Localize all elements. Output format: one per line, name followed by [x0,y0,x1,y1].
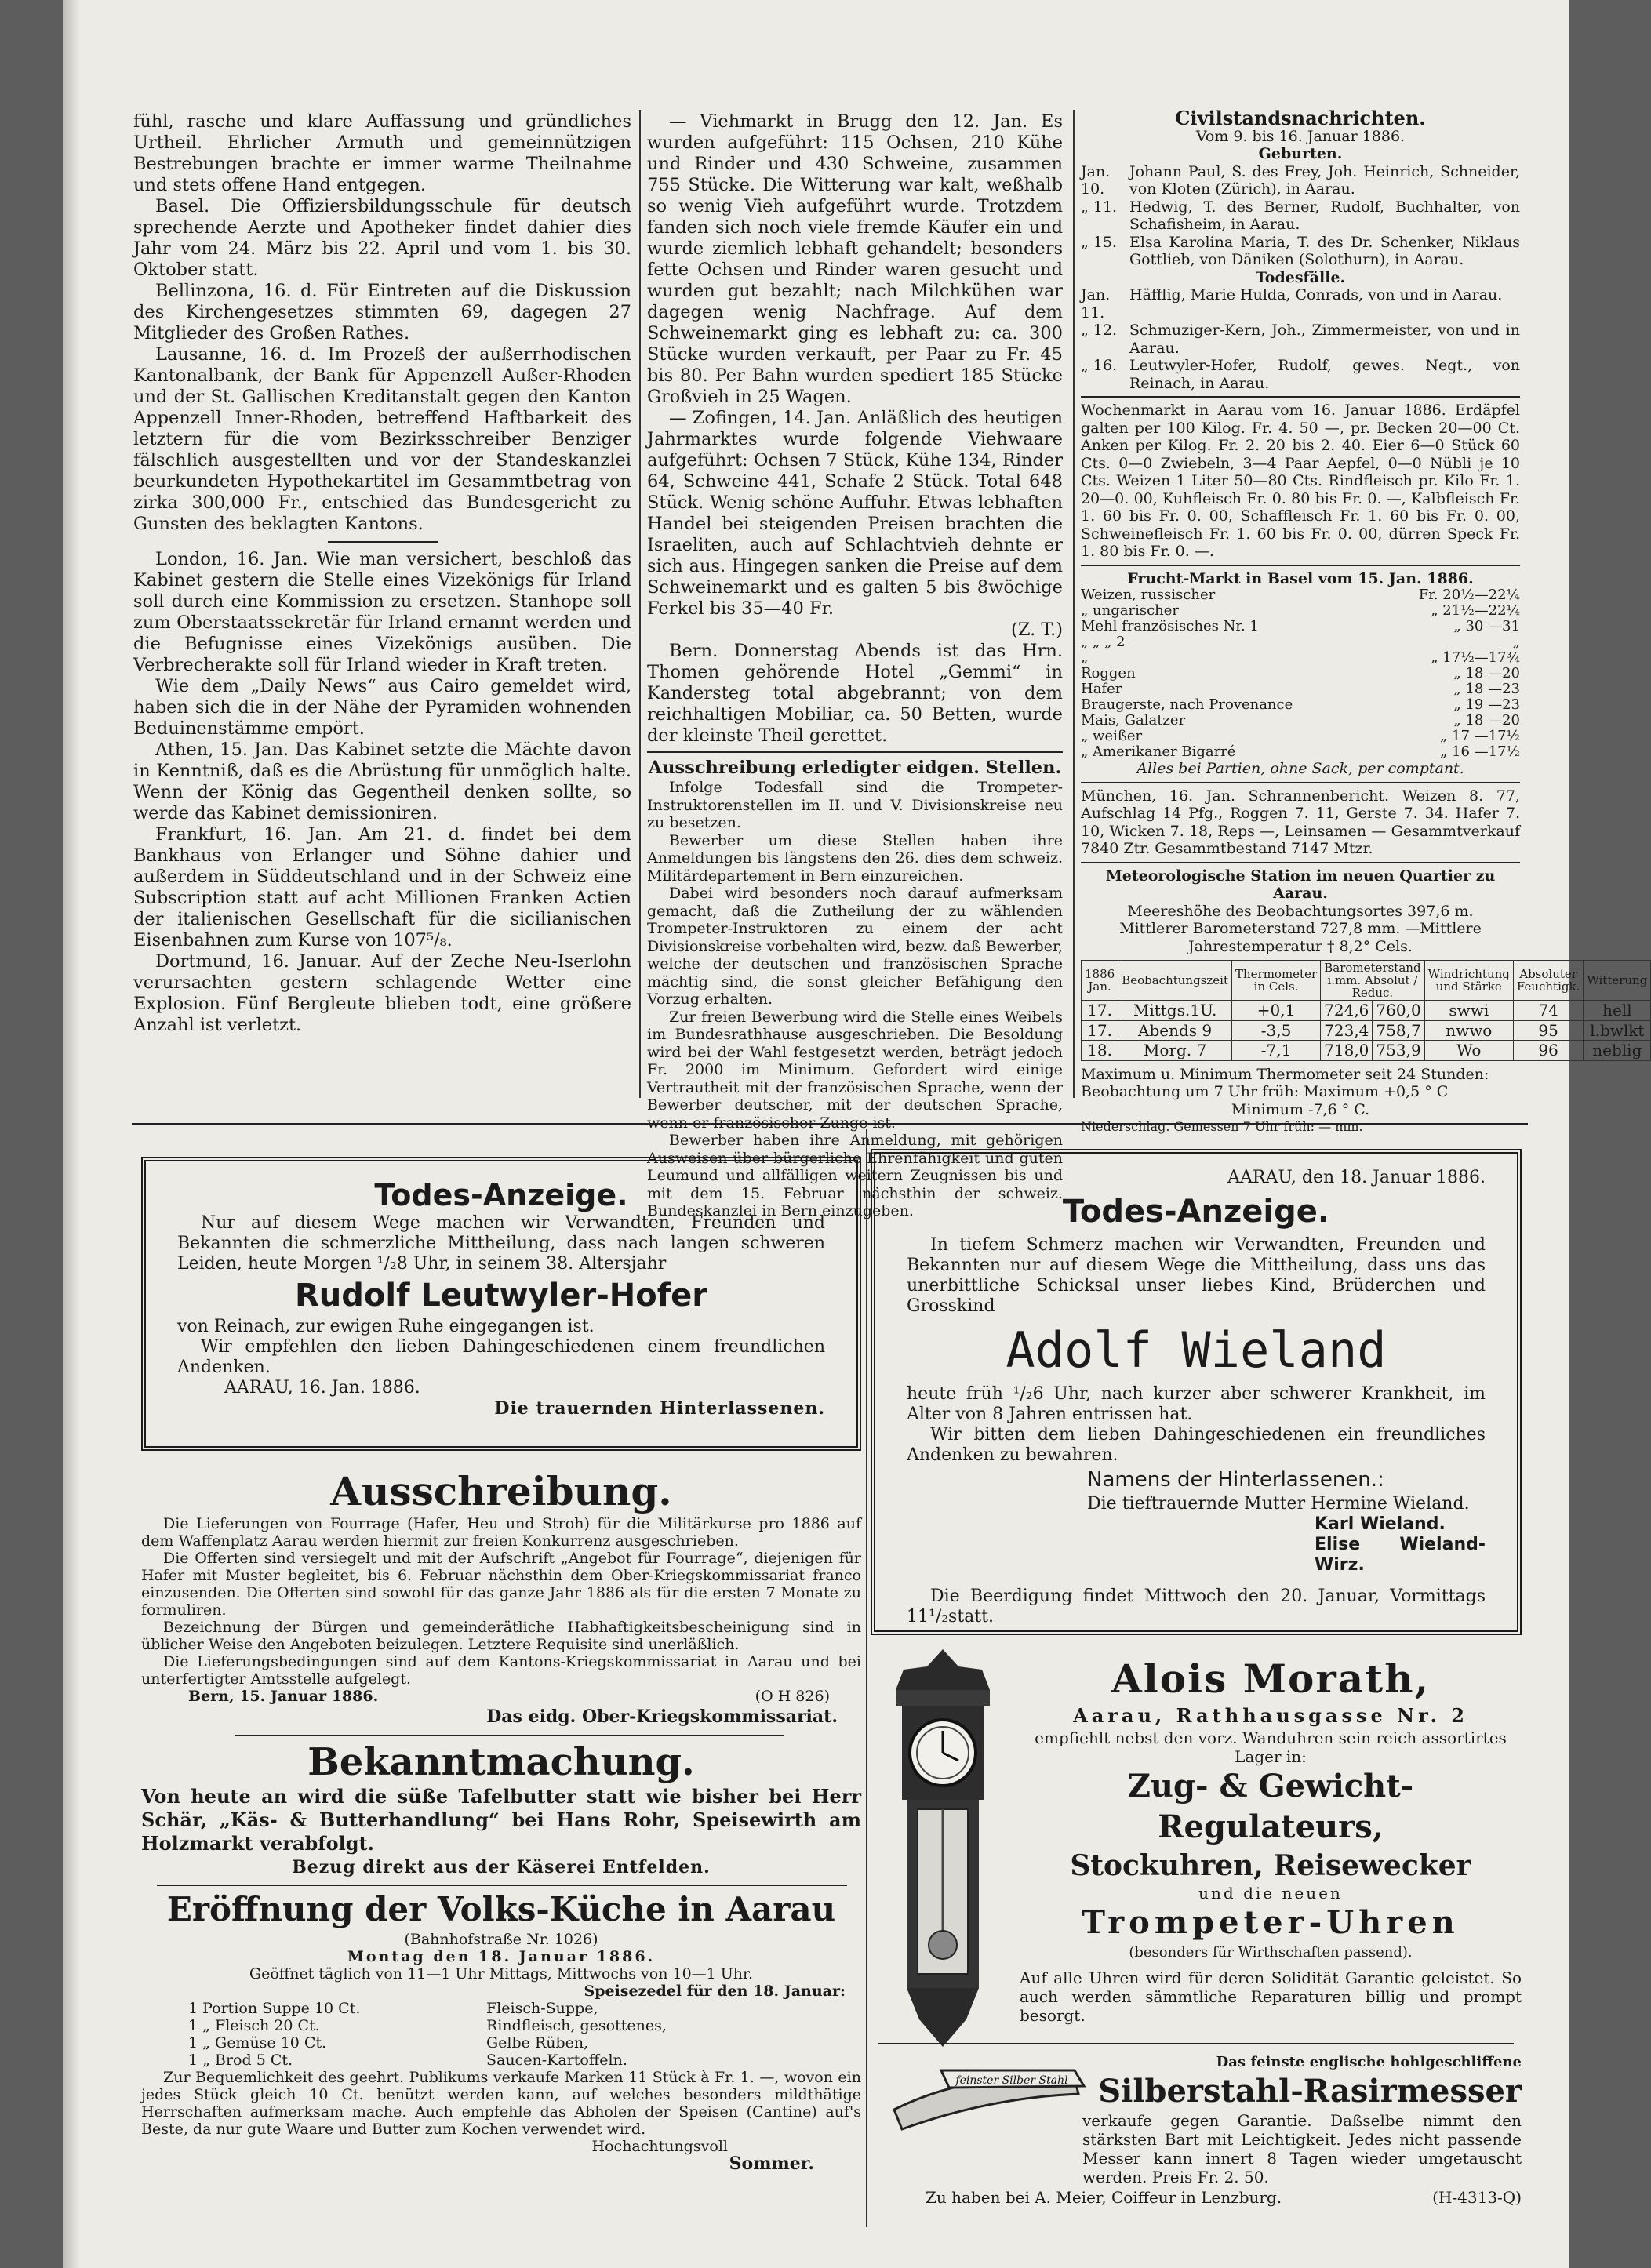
stellen-paragraph: Bewerber um diese Stellen haben ihre Anmeldungen bis längstens den 26. dies dem schweiz. Militärdepartement in Bern einzureichen. [647,831,1063,885]
meteo-table [1081,960,1651,1061]
ad-rasirmesser-footer [878,2188,1522,2207]
table-cell: 74 [1513,1001,1583,1021]
ad-date-row [141,1688,861,1705]
source-note: (Z. T.) [1011,620,1063,640]
entry-text: Häfflig, Marie Hulda, Conrads, von und in Aarau. [1129,286,1503,303]
table-cell: Morg. 7 [1118,1041,1232,1061]
table-row [1081,713,1520,729]
ad-reference: (O H 826) [755,1688,830,1705]
list-item [1081,322,1520,357]
table-row [1081,587,1520,603]
signature-line: Die tieftrauernde Mutter Hermine Wieland. [1087,1494,1470,1514]
menu-dish: Fleisch-Suppe, [486,2000,598,2017]
clock-illustration [872,1643,1013,2051]
news-column-1 [133,111,631,1036]
table-header: Witterung [1584,961,1651,1001]
blade-label: feinster Silber Stahl [955,2074,1068,2087]
notice-title: Todes-Anzeige. [1062,1194,1330,1230]
births-heading: Geburten. [1258,145,1343,162]
list-item [1081,163,1520,198]
sign-heading: Namens der Hinterlassenen.: [1087,1468,1384,1492]
menu-item: 1 „ Fleisch 20 Ct. [188,2017,320,2034]
divider [1081,862,1520,863]
deaths-heading: Todesfälle. [1255,268,1346,286]
ad-paragraph: Bezeichnung der Bürgen und gemeinderätliche Habhaftigkeitsbescheinigung sind in üblicher Weise den Angeboten beizulegen. Letztere Requisite sind unerläßlich. [141,1619,861,1653]
table-cell: 17. [1082,1020,1118,1041]
ad-footer: Bezug direkt aus der Käserei Entfelden. [292,1857,711,1877]
list-item [1081,286,1520,322]
frucht-price: „ 18 —23 [1453,681,1520,697]
signature-line: Elise Wieland-Wirz. [1315,1535,1486,1575]
news-paragraph: Basel. Die Offiziersbildungsschule für deutsch sprechende Aerzte und Apotheker findet dahier dies Jahr vom 24. März bis 22. April und vom 1. bis 30. Oktober statt. [133,196,631,280]
divider [328,541,438,543]
ad-sign: Hochachtungsvoll [591,2138,728,2155]
ad-volkskueche [141,1888,861,2172]
ad-title: Bekanntmachung. [307,1740,695,1784]
ad-line: (besonders für Wirthschaften passend). [1129,1944,1413,1961]
table-cell: 18. [1082,1041,1118,1061]
frucht-item: Mais, Galatzer [1081,712,1186,729]
news-paragraph: Athen, 15. Jan. Das Kabinet setzte die Mächte davon in Kenntniß, daß es die Abrüstung für unmöglich halte. Wenn der König das Gegentheil denken sollte, so werde das Kabinet demissioniren. [133,740,631,823]
ad-paragraph: Die Lieferungen von Fourrage (Hafer, Heu und Stroh) für die Militärkurse pro 1886 auf dem Waffenplatz Aarau werden hiermit zur freien Konkurrenz ausgeschrieben. [141,1515,861,1550]
ad-header: Das feinste englische hohlgeschliffene [1216,2054,1522,2070]
page-spine [63,0,80,2268]
table-row [1081,729,1520,744]
table-row [1081,634,1520,650]
ad-divider [235,1735,784,1736]
divider [1081,396,1520,398]
ad-product: Zug- & Gewicht-Regulateurs, [1127,1768,1414,1845]
menu-dish: Rindfleisch, gesottenes, [486,2017,667,2034]
menu-dish: Saucen-Kartoffeln. [486,2052,627,2069]
table-cell: hell [1584,1001,1651,1021]
newspaper-page [63,0,1648,2268]
section-divider [132,1123,1528,1125]
table-row [1081,744,1520,760]
notice-text: Wir bitten dem lieben Dahingeschiedenen ein freundliches Andenken zu bewahren. [907,1425,1486,1465]
notice-date: AARAU, 16. Jan. 1886. [224,1378,420,1398]
notice-text: heute früh ¹/₂6 Uhr, nach kurzer aber schwerer Krankheit, im Alter von 8 Jahren entrissen hat. [907,1384,1486,1424]
table-row [1081,666,1520,681]
ad-address: (Bahnhofstraße Nr. 1026) [404,1931,598,1948]
entry-text: Johann Paul, S. des Frey, Joh. Heinrich, Schneider, von Kloten (Zürich), in Aarau. [1129,162,1520,198]
column-divider [866,1129,867,2227]
ad-paragraph: Die Lieferungsbedingungen sind auf dem Kantons-Kriegskommissariat in Aarau und bei unterfertigter Amtsstelle aufgelegt. [141,1653,861,1688]
frucht-item: Hafer [1081,681,1122,697]
frucht-item: „ weißer [1081,728,1143,744]
table-header: 1886 Jan. [1082,961,1118,1001]
news-paragraph: Bern. Donnerstag Abends ist das Hrn. Thomen gehörende Hotel „Gemmi“ in Kandersteg total abgebrannt; von dem reichhaltigen Mobiliar, ca. 50 Betten, wurde der kleinste Theil gerettet. [647,641,1063,746]
ad-text: Von heute an wird die süße Tafelbutter statt wie bisher bei Herr Schär, „Käs- & Butterhandlung“ bei Hans Rohr, Speisewirth am Holzmarkt verabfolgt. [141,1785,861,1855]
news-paragraph: fühl, rasche und klare Auffassung und gründliches Urtheil. Ehrlicher Armuth und gemeinnützigen Bestrebungen brachte er immer warme Theilnahme und stets offene Hand entgegen. [133,111,631,195]
notice-sign: Die trauernden Hinterlassenen. [494,1398,825,1419]
ad-text: verkaufe gegen Garantie. Daßselbe nimmt den stärksten Bart mit Leichtigkeit. Jedes nicht passende Messer kann innert 8 Tagen wieder umgetauscht werden. Preis Fr. 2. 50. [1082,2111,1522,2186]
ad-date: Bern, 15. Januar 1886. [188,1688,379,1705]
death-notice-leutwyler [141,1157,861,1451]
entry-date: „ 11. [1081,198,1118,216]
table-cell: Abends 9 [1118,1020,1232,1041]
table-header: Windrichtung und Stärke [1424,961,1513,1001]
entry-date: Jan. 10. [1081,162,1111,198]
table-row [1082,1020,1651,1041]
frucht-item: „ ungarischer [1081,602,1180,619]
ad-product: Stockuhren, Reisewecker [1070,1849,1471,1882]
notice-title: Todes-Anzeige. [374,1178,628,1212]
frucht-price: „ 18 —20 [1453,665,1520,681]
ad-sign: Das eidg. Ober-Kriegskommissariat. [486,1706,838,1727]
news-paragraph: — Zofingen, 14. Jan. Anläßlich des heutigen Jahrmarktes wurde folgende Viehwaare aufgeführt: Ochsen 7 Stück, Kühe 134, Rinder 64, Schweine 441, Schafe 2 Stück. Total 648 Stück. Wenig schöne Auffuhr. Etwas lebhaften Handel bei steigenden Preisen brachten die Israeliten, auch auf Schlachtvieh dehnte er sich aus. Hingegen sanken die Preise auf dem Schweinemarkt und es galten 5 bis 8wöchige Ferkel bis 35—40 Fr. [647,408,1063,619]
stellen-paragraph: Bewerber haben ihre Anmeldung, mit gehörigen Ausweisen über bürgerliche Ehrenfähigkeit und guten Leumund und allfälligen weitern Zeugnissen bis und mit dem 15. Februar nächsthin der schweiz. Bundeskanzlei in Bern einzugeben. [647,1132,1063,1219]
frucht-price: „ 17½—17¾ [1431,649,1520,666]
notice-text: Wir empfehlen den lieben Dahingeschiedenen einem freundlichen Andenken. [177,1337,825,1377]
menu-item: 1 Portion Suppe 10 Ct. [188,2000,361,2017]
table-cell: +0,1 [1231,1001,1320,1021]
frucht-item: „ „ „ 2 [1081,634,1126,650]
list-item [1081,357,1520,392]
frucht-price: „ [1512,634,1520,650]
deceased-name: Adolf Wieland [1006,1321,1387,1379]
divider [1081,782,1520,783]
menu-dish: Gelbe Rüben, [486,2034,589,2052]
column-divider [1073,110,1075,1098]
entry-text: Elsa Karolina Maria, T. des Dr. Schenker, Niklaus Gottlieb, von Däniken (Solothurn), in Aarau. [1129,233,1520,268]
table-row [1082,1001,1651,1021]
ad-ausschreibung [141,1468,861,1728]
menu [141,2000,861,2069]
ad-title: Silberstahl-Rasirmesser [1098,2073,1522,2110]
news-paragraph: Dortmund, 16. Januar. Auf der Zeche Neu-Iserlohn verursachten gestern schlagende Wetter eine Explosion. Fünf Bergleute blieben todt, eine größere Anzahl ist verletzt. [133,951,631,1035]
table-cell: Mittgs.1U. [1118,1001,1232,1021]
entry-date: „ 12. [1081,322,1118,339]
births-list [1081,163,1520,269]
deaths-list [1081,286,1520,392]
table-cell: l.bwlkt [1584,1020,1651,1041]
civil-title: Civilstandsnachrichten. [1175,107,1426,129]
table-cell: 758,7 [1373,1020,1424,1041]
menu-item: 1 „ Gemüse 10 Ct. [188,2034,327,2052]
news-paragraph: London, 16. Jan. Wie man versichert, beschloß das Kabinet gestern die Stelle eines Vizekönigs für Irland soll durch eine Kommission zu ersetzen. Stanhope soll zum Oberstaatssekretär für Irland ernannt werden und die Befugnisse eines Vizekönigs ausüben. Die Verbrecherakte soll für Irland wieder in Kraft treten. [133,549,631,675]
table-row [1081,697,1520,713]
entry-text: Leutwyler-Hofer, Rudolf, gewes. Negt., von Reinach, in Aarau. [1129,357,1520,392]
ad-divider [878,2043,1514,2044]
deceased-name: Rudolf Leutwyler-Hofer [294,1278,708,1314]
frucht-price: „ 16 —17½ [1439,743,1520,760]
frucht-title: Frucht-Markt in Basel vom 15. Jan. 1886. [1127,569,1474,587]
funeral-note: Die Beerdigung findet Mittwoch den 20. Januar, Vormittags 11¹/₂statt. [907,1587,1486,1626]
ad-address: Aarau, Rathhausgasse Nr. 2 [1073,1704,1468,1727]
death-notice-wieland [871,1149,1522,1635]
meteo-footer: Minimum -7,6 ° C. [1231,1100,1370,1118]
meteo-line: Mittlerer Barometerstand 727,8 mm. —Mittlere Jahrestemperatur † 8,2° Cels. [1119,920,1482,955]
stellen-paragraph: Zur freien Bewerbung wird die Stelle eines Weibels im Bundesrathhause ausgeschrieben. Die Besoldung wird bei der Wahl festgesetzt werden, beträgt jedoch Fr. 2000 im Minimum. Gefordert wird einige Vertrautheit mit der französischen Sprache, wenn der Bewerber deutscher, mit der deutschen Sprache, wenn er französischer Zunge ist. [647,1008,1063,1132]
meteo-footer: Beobachtung um 7 Uhr früh: Maximum +0,5 ° C [1081,1083,1449,1100]
news-paragraph: Lausanne, 16. d. Im Prozeß der außerrhodischen Kantonalbank, der Bank für Appenzell Außer-Rhoden und der St. Gallischen Kreditanstalt gegen den Kanton Appenzell Inner-Rhoden, betreffend Haftbarkeit des letztern für die vom Bezirksschreiber Benziger fälschlich ausgestellten und vor der Standeskanzlei beurkundeten Hypothekartitel im Gesammtbetrag von zirka 300,000 Fr., entschied das Bundesgericht zu Gunsten des beklagten Kantons. [133,344,631,534]
table-cell: neblig [1584,1041,1651,1061]
frucht-item: Mehl französisches Nr. 1 [1081,618,1259,634]
table-header: Beobachtungszeit [1118,961,1232,1001]
table-cell: swwi [1424,1001,1513,1021]
table-cell: 95 [1513,1020,1583,1041]
entry-date: Jan. 11. [1081,286,1111,322]
ad-text: Auf alle Uhren wird für deren Solidität Garantie geleistet. So auch werden sämmtliche Reparaturen billig und prompt besorgt. [1020,1968,1522,2025]
news-paragraph: Wie dem „Daily News“ aus Cairo gemeldet wird, haben sich die in der Nähe der Pyramiden wohnenden Beduinenstämme empört. [133,676,631,739]
razor-icon [878,2055,1090,2141]
ad-date: Montag den 18. Januar 1886. [347,1948,656,1965]
table-row [1081,619,1520,634]
frucht-price: „ 17 —17½ [1439,728,1520,744]
news-paragraph: — Viehmarkt in Brugg den 12. Jan. Es wurden aufgeführt: 115 Ochsen, 210 Kühe und Rinder und 430 Schweine, zusammen 755 Stücke. Die Witterung war kalt, weßhalb so wenig Vieh aufgeführt wurde. Trotzdem fanden sich noch viele fremde Käufer ein und wurde ziemlich lebhaft gehandelt; besonders fette Ochsen und Rinder waren gesucht und wurden gut bezahlt; nach Milchkühen war dagegen wenig Nachfrage. Auf dem Schweinemarkt ging es lebhaft zu: ca. 300 Stücke wurden verkauft, per Paar zu Fr. 45 bis 80. Per Bahn wurden spediert 185 Stücke Großvieh in 25 Wagen. [647,111,1063,407]
frucht-item: Braugerste, nach Provenance [1081,696,1293,713]
menu-item: 1 „ Brod 5 Ct. [188,2052,293,2069]
entry-date: „ 15. [1081,233,1118,251]
table-cell: 718,0 [1321,1041,1373,1061]
menu-dishes [486,2000,667,2069]
table-cell: -3,5 [1231,1020,1320,1041]
table-header-row [1082,961,1651,1001]
table-header: Barometerstand i.mm. Absolut / Reduc. [1321,961,1425,1001]
news-column-3 [1081,107,1648,1136]
stellen-paragraph: Dabei wird besonders noch darauf aufmerksam gemacht, daß die Zutheilung der zu wählenden Trompeter-Instruktoren zu einem der acht Divisionskreise vorbehalten wird, bezw. daß Bewerber, welche der deutschen und französischen Sprache mächtig sind, die sonst gleicher Befähigung den Vorzug erhalten. [647,885,1063,1008]
entry-date: „ 16. [1081,357,1118,374]
meteo-title: Meteorologische Station im neuen Quartier zu Aarau. [1105,867,1496,902]
table-header: Absoluter Feuchtigk. [1513,961,1583,1001]
ad-sign: Sommer. [729,2154,814,2174]
notice-text: von Reinach, zur ewigen Ruhe eingegangen ist. [177,1317,595,1336]
table-cell: 724,6 [1321,1001,1373,1021]
table-cell: nwwo [1424,1020,1513,1041]
frucht-item: „ Amerikaner Bigarré [1081,743,1236,760]
frucht-item: „ [1081,649,1089,666]
list-item [1081,234,1520,269]
menu-heading: Speisezedel für den 18. Januar: [584,1983,846,2000]
menu-prices [188,2000,486,2069]
divider [647,751,1063,753]
table-cell: 753,9 [1373,1041,1424,1061]
table-cell: 17. [1082,1001,1118,1021]
table-cell: 760,0 [1373,1001,1424,1021]
wochenmarkt-report: Wochenmarkt in Aarau vom 16. Januar 1886. Erdäpfel galten per 100 Kilog. Fr. 4. 50 —, pr. Becken 20—00 Ct. Anken per Kilog. Fr. 2. 20 bis 2. 40. Eier 6—0 Stück 60 Cts. 0—0 Zwiebeln, 3—4 Paar Aepfel, 0—0 Nübli je 10 Cts. Weizen 1 Liter 50—80 Cts. Rindfleisch pr. Kilo Fr. 1. 20—0. 00, Kuhfleisch Fr. 0. 80 bis Fr. 0. —, Kalbfleisch Fr. 1. 60 bis Fr. 0. 00, Schaffleisch Fr. 1. 60 bis Fr. 0. 00, Schweinefleisch Fr. 1. 60 bis Fr. 0. 00, dürren Speck Fr. 1. 80 bis Fr. 0. —. [1081,402,1520,560]
ad-product: Trompeter-Uhren [1082,1904,1460,1941]
table-cell: Wo [1424,1041,1513,1061]
ad-hours: Geöffnet täglich von 11—1 Uhr Mittags, Mittwochs von 10—1 Uhr. [249,1965,754,1983]
table-row [1081,650,1520,666]
table-cell: 723,4 [1321,1020,1373,1041]
meteo-line: Meereshöhe des Beobachtungsortes 397,6 m. [1127,902,1474,920]
ad-divider [157,1885,847,1886]
ad-title: Eröffnung der Volks-Küche in Aarau [166,1890,836,1928]
stellen-title: Ausschreibung erledigter eidgen. Stellen. [648,758,1062,778]
ad-reference: (H-4313-Q) [1432,2188,1522,2207]
table-cell: -7,1 [1231,1041,1320,1061]
ad-title: Ausschreibung. [330,1468,672,1514]
table-row [1081,681,1520,697]
divider [1081,565,1520,566]
ad-rasirmesser [1082,2053,1522,2186]
table-cell: 96 [1513,1041,1583,1061]
notice-date: AARAU, den 18. Januar 1886. [1227,1168,1486,1187]
frucht-price: „ 18 —20 [1453,712,1520,729]
news-paragraph: Frankfurt, 16. Jan. Am 21. d. findet bei dem Bankhaus von Erlanger und Söhne dahier und außerdem in Süddeutschland und in der Schweiz eine Subscription statt auf acht Millionen Franken Actien der italienischen Gesellschaft für die sicilianischen Eisenbahnen zum Kurse von 107⁵/₈. [133,824,631,950]
frucht-price: „ 21½—22¼ [1431,602,1520,619]
table-row [1081,603,1520,619]
frucht-price: „ 19 —23 [1453,696,1520,713]
ad-bekanntmachung [141,1739,861,1879]
ad-paragraph: Die Offerten sind versiegelt und mit der Aufschrift „Angebot für Fourrage“, diejenigen für Hafer mit Muster begleitet, bis 6. Februar nächsthin dem Ober-Kriegskommissariat franco einzusenden. Die Offerten sind sowohl für das ganze Jahr 1886 als für die ersten 7 Monate zu formuliren. [141,1550,861,1619]
ad-line: und die neuen [1198,1884,1343,1903]
table-header: Thermometer in Cels. [1231,961,1320,1001]
frucht-note: Alles bei Partien, ohne Sack, per comptant. [1136,760,1464,777]
entry-text: Schmuziger-Kern, Joh., Zimmermeister, von und in Aarau. [1129,322,1520,357]
news-paragraph: Bellinzona, 16. d. Für Eintreten auf die Diskussion des Kirchengesetzes stimmten 69, dagegen 27 Mitglieder des Großen Rathes. [133,281,631,343]
entry-text: Hedwig, T. des Berner, Rudolf, Buchhalter, von Schafisheim, in Aarau. [1129,198,1520,233]
frucht-price: Fr. 20½—22¼ [1418,587,1520,603]
meteo-footer: Niederschlag. Gemessen 7 Uhr früh: — mm. [1081,1119,1363,1134]
column-divider [639,110,641,1098]
notice-text: In tiefem Schmerz machen wir Verwandten, Freunden und Bekannten nur auf diesem Wege die Mittheilung, dass uns das unerbittliche Schicksal unser liebes Kind, Brüderchen und Grosskind [907,1235,1486,1316]
list-item [1081,198,1520,234]
pendulum-clock-icon [872,1643,1013,2051]
notice-text: Nur auf diesem Wege machen wir Verwandten, Freunden und Bekannten die schmerzliche Mittheilung, dass nach langen schweren Leiden, heute Morgen ¹/₂8 Uhr, in seinem 38. Altersjahr [177,1213,825,1274]
frucht-item: Weizen, russischer [1081,587,1216,603]
signature-line: Karl Wieland. [1315,1514,1446,1534]
table-row [1082,1041,1651,1061]
ad-line: empfiehlt nebst den vorz. Wanduhren sein reich assortirtes Lager in: [1035,1728,1507,1766]
ad-sign: Zu haben bei A. Meier, Coiffeur in Lenzburg. [926,2188,1282,2207]
ad-morath [1020,1655,1522,2025]
frucht-table [1081,587,1520,760]
razor-illustration [878,2055,1090,2141]
meteo-footer: Maximum u. Minimum Thermometer seit 24 Stunden: [1081,1065,1489,1083]
stellen-paragraph: Infolge Todesfall sind die Trompeter-Instruktorenstellen im II. und V. Divisionskreise neu zu besetzen. [647,779,1063,831]
muenchen-report: München, 16. Jan. Schrannenbericht. Weizen 8. 77, Aufschlag 14 Pfg., Roggen 7. 11, Gerste 7. 34. Hafer 7. 10, Wicken 7. 18, Reps —, Leinsamen — Gesammtverkauf 7840 Ztr. Gesammtbestand 7147 Mtzr. [1081,787,1520,857]
frucht-price: „ 30 —31 [1453,618,1520,634]
civil-subtitle: Vom 9. bis 16. Januar 1886. [1195,127,1406,145]
ad-title: Alois Morath, [1111,1656,1430,1702]
ad-text: Zur Bequemlichkeit des geehrt. Publikums verkaufe Marken 11 Stück à Fr. 1. —, wovon ein jedes Stück gleich 10 Ct. benützt werden kann, auf welches besonders mildthätige Herrschaften aufmerksam mache. Auch empfehle das Abholen der Speisen (Cantine) auf's Beste, da nur gute Waare und Butter zum Kochen verwendet wird. [141,2069,861,2138]
frucht-item: Roggen [1081,665,1136,681]
news-column-2 [647,111,1063,1220]
